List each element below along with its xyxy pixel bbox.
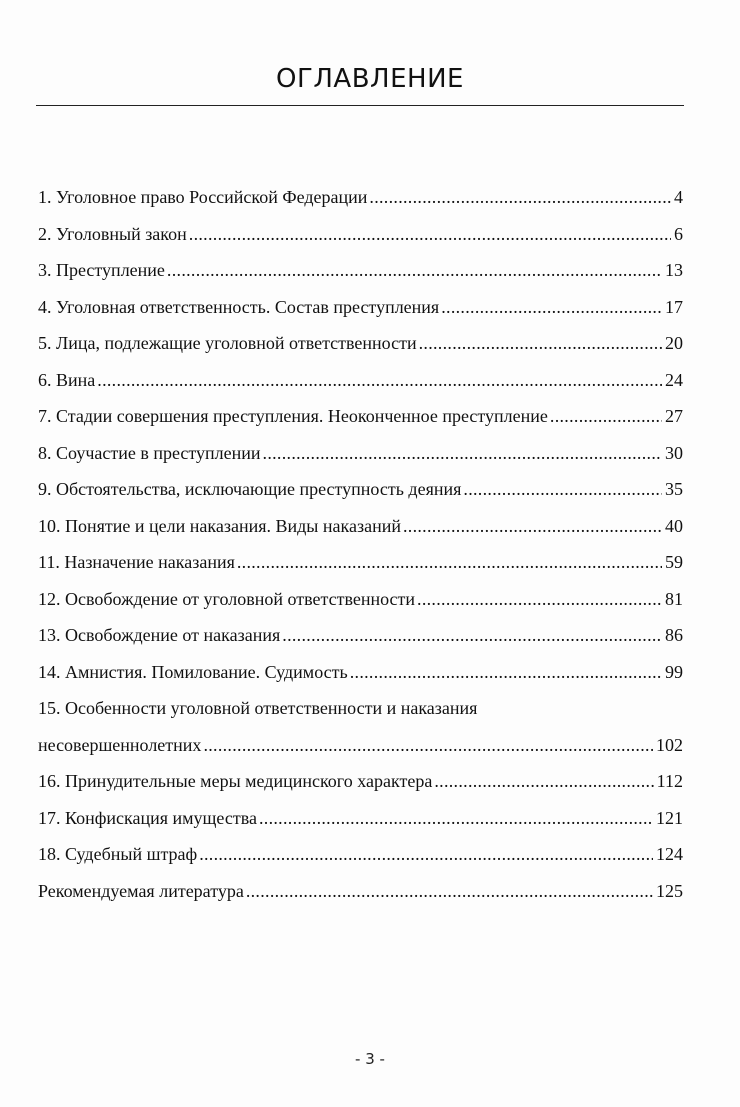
toc-entry-title: 18. Судебный штраф [38,844,198,864]
toc-dot-leader [441,296,662,318]
toc-dot-leader [263,442,662,464]
toc-entry [38,478,683,500]
toc-entry [38,296,683,318]
toc-entry-title: 1. Уголовное право Российской Федерации [38,187,368,207]
toc-entry-title: несовершеннолетних [38,734,202,755]
toc-dot-leader [463,478,662,500]
toc-entry-row [38,588,683,610]
toc-entry-page: 35 [665,479,683,499]
toc-entry-title: Рекомендуемая литература [38,880,244,901]
toc-dot-leader [246,880,653,902]
toc-entry-row [38,223,683,245]
toc-entry-page: 59 [665,552,683,572]
toc-entry-row [38,442,683,464]
toc-dot-leader [419,332,662,354]
toc-entry-row [38,259,683,281]
toc-dot-leader [282,624,662,646]
toc-entry [38,369,683,391]
toc-entry-row [38,551,683,573]
toc-entry-title: 10. Понятие и цели наказания. Виды наказаний [38,515,401,536]
toc-entry-page: 124 [656,844,683,864]
toc-entry [38,697,683,756]
toc-entry-row [38,770,683,792]
toc-entry-page: 40 [665,515,683,536]
toc-entry-page: 125 [656,880,683,901]
toc-dot-leader [417,588,662,610]
toc-dot-leader [550,405,662,427]
toc-entry [38,551,683,573]
toc-dot-leader [237,551,662,573]
toc-entry [38,186,683,208]
page-title: ОГЛАВЛЕНИЕ [276,64,464,94]
toc-entry [38,259,683,281]
toc-entry-title: 9. Обстоятельства, исключающие преступность деяния [38,479,462,499]
toc-entry-title: 17. Конфискация имущества [38,807,257,828]
toc-entry-row [38,880,683,902]
toc-entry-row [38,332,683,354]
toc-entry-title: 6. Вина [38,369,96,390]
page-number: - 3 - [355,1050,385,1068]
toc-entry-row [38,405,683,427]
toc-entry [38,515,683,537]
toc-entry-title: 2. Уголовный закон [38,223,187,244]
toc-dot-leader [167,259,662,281]
toc-dot-leader [350,661,662,683]
toc-entry-row [38,734,683,756]
toc-entry-row [38,369,683,391]
toc-entry [38,588,683,610]
toc-entry-page: 102 [656,734,683,755]
toc-entry-title: 5. Лица, подлежащие уголовной ответственности [38,333,417,353]
toc-entry-row [38,624,683,646]
toc-entry [38,880,683,902]
toc-dot-leader [403,515,662,537]
toc-dot-leader [199,843,653,865]
toc-dot-leader [369,186,671,208]
toc-entry-page: 20 [665,333,683,353]
toc-entry-page: 30 [665,442,683,463]
toc-entry [38,807,683,829]
toc-entry-row [38,661,683,683]
toc-entry-row [38,296,683,318]
toc-entry-title: 13. Освобождение от наказания [38,625,281,645]
toc-entry-page: 81 [665,588,683,609]
table-of-contents [38,186,683,916]
toc-entry-row [38,807,683,829]
toc-entry [38,332,683,354]
toc-entry [38,624,683,646]
toc-entry-title-line: 15. Особенности уголовной ответственности и наказания [38,698,478,718]
toc-entry-page: 4 [674,187,683,207]
toc-dot-leader [203,734,653,756]
toc-entry-page: 99 [665,661,683,682]
toc-entry [38,223,683,245]
toc-entry-title: 14. Амнистия. Помилование. Судимость [38,661,348,682]
toc-entry-row [38,186,683,208]
toc-entry-row [38,478,683,500]
toc-entry-row [38,843,683,865]
toc-entry-title: 7. Стадии совершения преступления. Неоконченное преступление [38,406,548,426]
toc-dot-leader [434,770,653,792]
toc-entry-row [38,515,683,537]
title-underline [36,105,684,106]
toc-dot-leader [189,223,671,245]
toc-entry-page: 121 [656,807,683,828]
toc-entry-title: 16. Принудительные меры медицинского характера [38,771,433,791]
toc-dot-leader [97,369,662,391]
toc-entry-title: 3. Преступление [38,260,165,280]
toc-entry-page: 112 [656,771,683,791]
toc-entry-title: 4. Уголовная ответственность. Состав преступления [38,296,440,317]
toc-entry-title: 12. Освобождение от уголовной ответственности [38,588,416,609]
toc-entry-page: 86 [665,625,683,645]
toc-entry [38,442,683,464]
toc-entry [38,770,683,792]
toc-entry [38,661,683,683]
toc-entry-page: 27 [665,406,683,426]
toc-entry-page: 13 [665,260,683,280]
toc-entry-title: 8. Соучастие в преступлении [38,442,261,463]
toc-dot-leader [259,807,653,829]
toc-entry-title: 11. Назначение наказания [38,552,235,572]
toc-entry [38,843,683,865]
toc-entry [38,405,683,427]
toc-entry-page: 17 [665,296,683,317]
toc-entry-page: 24 [665,369,683,390]
toc-entry-page: 6 [674,223,683,244]
